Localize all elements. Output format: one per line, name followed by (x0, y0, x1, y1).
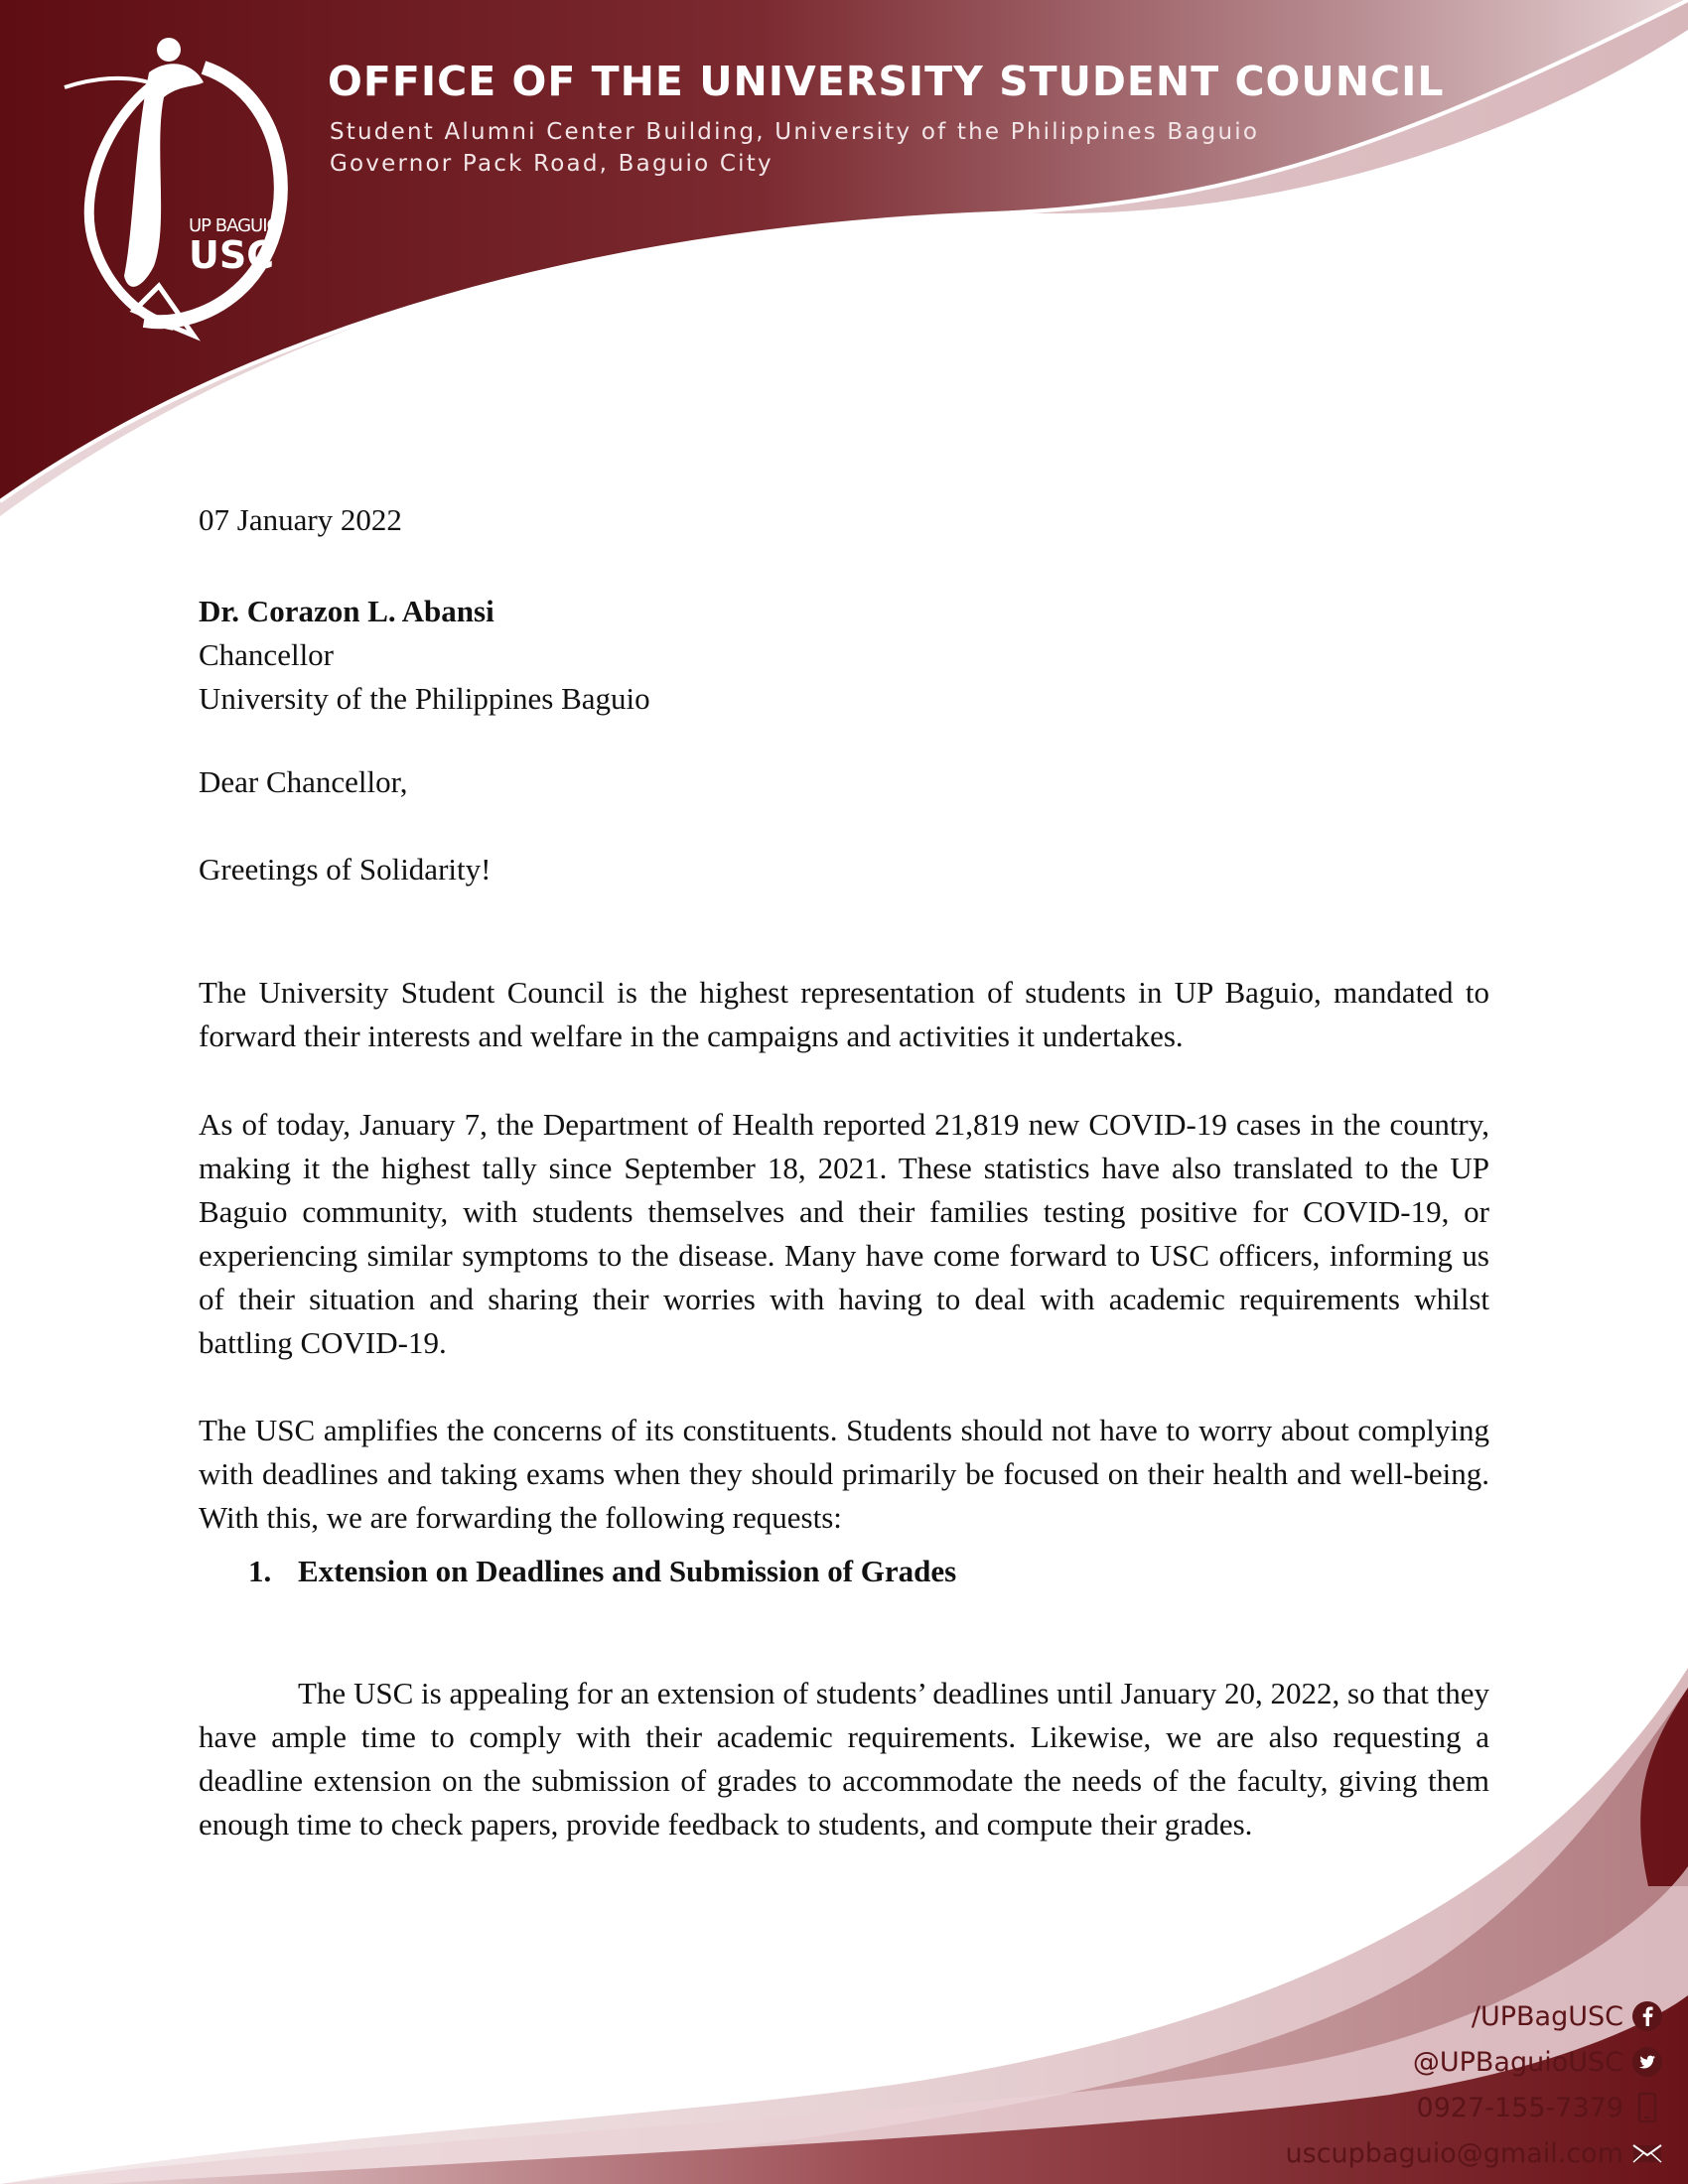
contact-twitter[interactable] (1286, 2039, 1663, 2085)
paragraph-covid-situation: As of today, January 7, the Department of Health reported 21,819 new COVID-19 cases in the country, making it the highest tally since September 18, 2021. These statistics have also translated to the UP Baguio community, with students themselves and their families testing positive for COVID-19, or experiencing similar symptoms to the disease. Many have come forward to USC officers, informing us of their situation and sharing their worries with having to deal with academic requirements whilst battling COVID-19. (199, 1107, 1489, 1360)
salutation: Dear Chancellor, (199, 764, 408, 799)
greeting: Greetings of Solidarity! (199, 852, 492, 887)
address-line-1: Student Alumni Center Building, University of the Philippines Baguio (330, 119, 1260, 145)
request-1-heading (248, 1554, 956, 1589)
recipient-block (199, 590, 650, 721)
envelope-icon (1631, 2137, 1663, 2169)
request-1-body: The USC is appealing for an extension of students’ deadlines until January 20, 2022, so that they have ample time to comply with their academic requirements. Likewise, we are also requesting a deadline extension on the submission of grades to accommodate the needs of the faculty, giving them enough time to check papers, provide feedback to students, and compute their grades. (199, 1676, 1489, 1842)
email-address[interactable]: uscupbaguio@gmail.com (1285, 2137, 1623, 2169)
recipient-organization: University of the Philippines Baguio (199, 681, 650, 716)
contact-list (1286, 1993, 1663, 2176)
phone-number[interactable]: 0927-155-7379 (1416, 2092, 1623, 2123)
office-title: OFFICE OF THE UNIVERSITY STUDENT COUNCIL (328, 58, 1445, 105)
address-line-2: Governor Pack Road, Baguio City (330, 151, 774, 177)
contact-facebook[interactable] (1286, 1993, 1663, 2039)
paragraph-concerns: The USC amplifies the concerns of its constituents. Students should not have to worry about complying with deadlines and taking exams when they should primarily be focused on their health and well-being. With this, we are forwarding the following requests: (199, 1413, 1489, 1535)
recipient-name: Dr. Corazon L. Abansi (199, 594, 494, 628)
facebook-icon (1631, 2000, 1663, 2032)
paragraph-intro: The University Student Council is the highest representation of students in UP Baguio, mandated to forward their interests and welfare in the campaigns and activities it undertakes. (199, 975, 1489, 1053)
logo-text-bottom: USC (189, 233, 275, 277)
contact-email[interactable] (1286, 2130, 1663, 2176)
usc-logo (55, 28, 313, 345)
letter-date: 07 January 2022 (199, 502, 402, 537)
recipient-title: Chancellor (199, 637, 335, 672)
logo-text-top: UP BAGUIO (189, 215, 280, 236)
twitter-icon (1631, 2046, 1663, 2078)
mobile-phone-icon (1631, 2092, 1663, 2123)
contact-phone[interactable] (1286, 2085, 1663, 2130)
request-1-title: Extension on Deadlines and Submission of Grades (298, 1554, 957, 1588)
twitter-handle[interactable]: @UPBaguioUSC (1412, 2046, 1623, 2078)
request-1-number: 1. (248, 1554, 272, 1588)
facebook-handle[interactable]: /UPBagUSC (1471, 2000, 1623, 2032)
